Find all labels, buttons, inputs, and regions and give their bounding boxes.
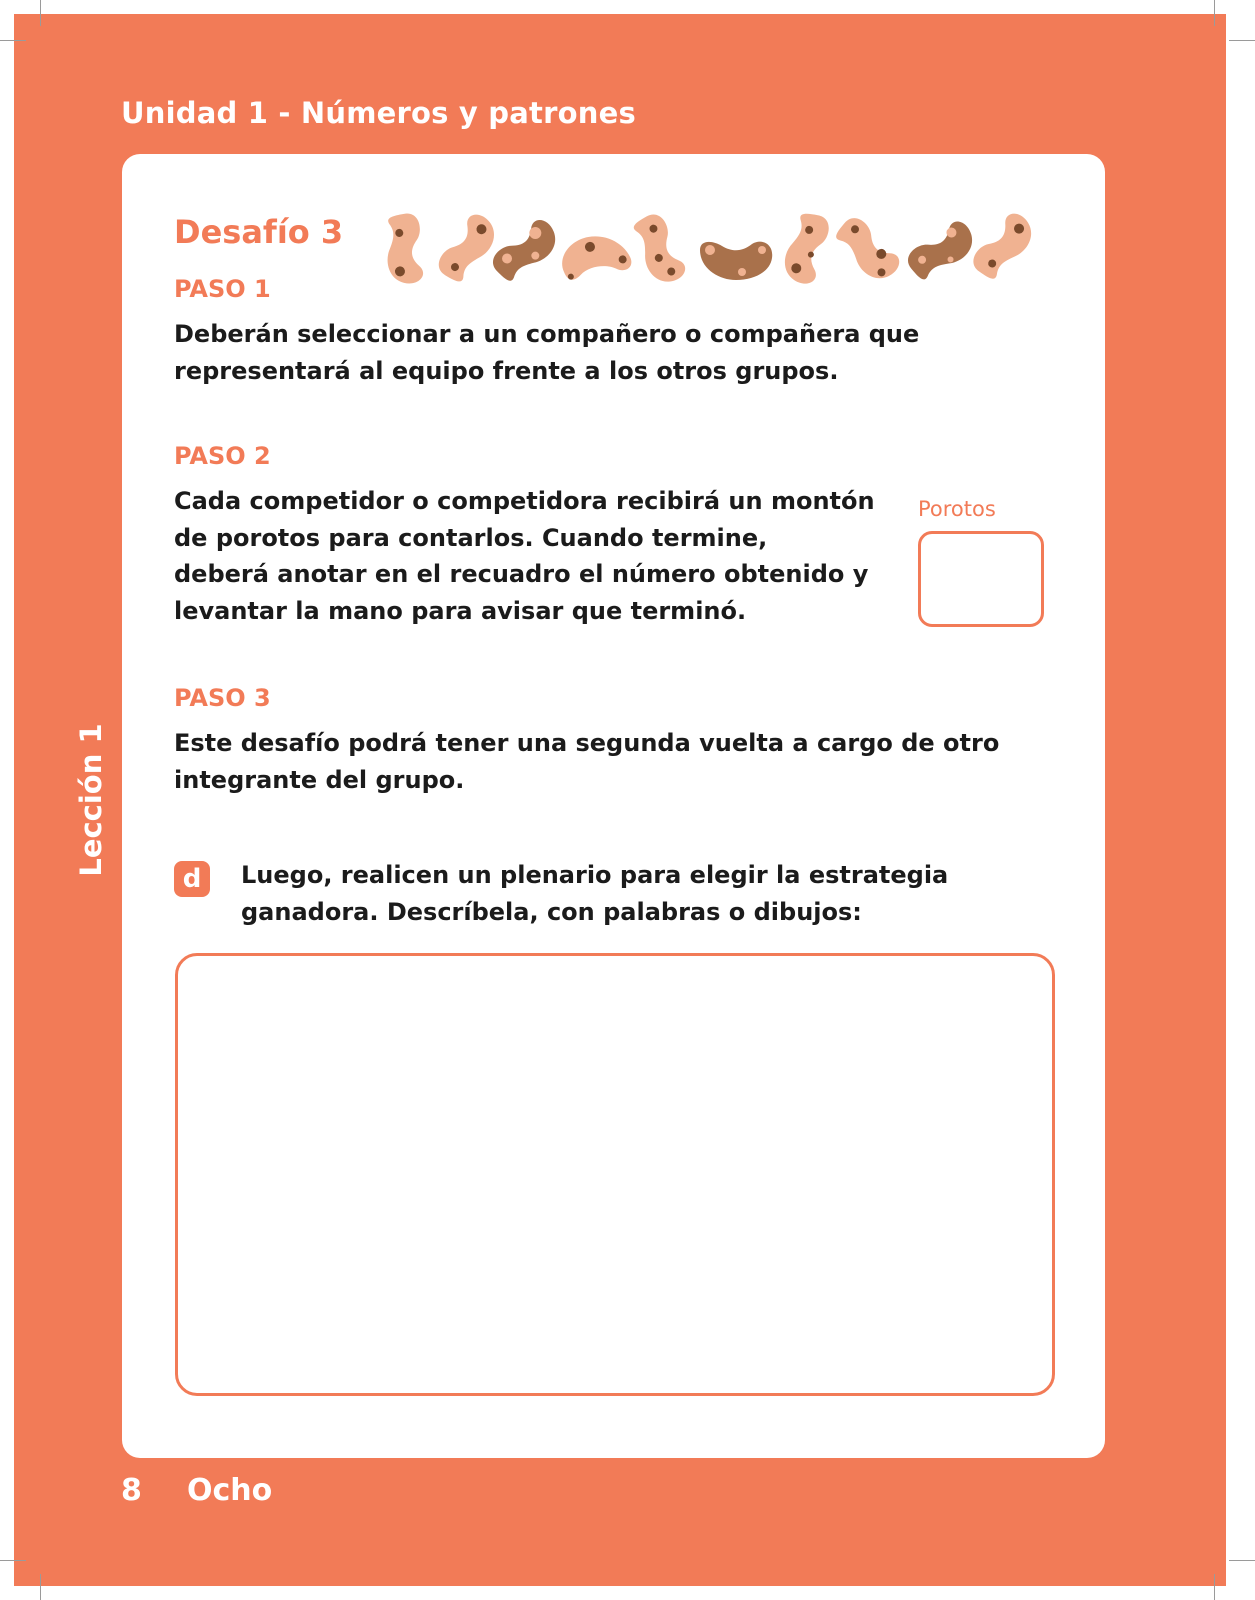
step-1-label: PASO 1 (174, 275, 271, 303)
step-3-label: PASO 3 (174, 684, 271, 712)
bean-icon (488, 212, 564, 288)
lesson-label: Lección 1 (74, 723, 108, 877)
page-number-word: Ocho (187, 1473, 273, 1508)
bean-icon (781, 211, 830, 286)
bean-icon (558, 230, 633, 281)
unit-title: Unidad 1 - Números y patrones (121, 96, 636, 130)
step-3-text (174, 725, 999, 798)
crop-mark (0, 40, 26, 41)
crop-mark (1229, 40, 1255, 41)
crop-mark (1229, 1560, 1255, 1561)
text-line: representará al equipo frente a los otros grupos. (174, 356, 839, 385)
page-number: 8 (121, 1473, 142, 1508)
text-line: Este desafío podrá tener una segunda vuelta a cargo de otro (174, 729, 1000, 757)
text-line: Cada competidor o competidora recibirá un montón (174, 487, 875, 515)
beans-illustration (374, 206, 1058, 292)
step-2-text (174, 483, 875, 629)
challenge-title: Desafío 3 (174, 213, 344, 251)
crop-mark (0, 1560, 26, 1561)
text-line: ganadora. Descríbela, con palabras o dibujos: (241, 897, 862, 926)
text-line: deberá anotar en el recuadro el número obtenido y (174, 560, 869, 588)
bean-icon (625, 210, 693, 289)
text-line: integrante del grupo. (174, 765, 465, 794)
crop-mark (1214, 0, 1215, 26)
step-2-label: PASO 2 (174, 442, 271, 470)
crop-mark (40, 0, 41, 26)
step-1-text (174, 316, 919, 389)
answer-box[interactable] (175, 953, 1055, 1396)
bean-icon (903, 214, 981, 288)
bean-icon (700, 242, 772, 280)
bean-icon (968, 207, 1039, 286)
beans-count-box[interactable] (918, 531, 1044, 627)
text-line: de porotos para contarlos. Cuando termine, (174, 523, 768, 552)
crop-mark (40, 1574, 41, 1600)
bean-icon (380, 212, 429, 287)
crop-mark (1214, 1574, 1215, 1600)
activity-instruction (241, 857, 948, 930)
text-line: levantar la mano para avisar que terminó. (174, 596, 747, 625)
text-line: Deberán seleccionar a un compañero o compañera que (174, 320, 920, 348)
text-line: Luego, realicen un plenario para elegir la estrategia (241, 861, 949, 889)
activity-letter-badge: d (174, 861, 210, 897)
beans-count-label: Porotos (918, 497, 996, 521)
bean-icon (829, 213, 907, 287)
bean-icon (434, 208, 502, 287)
